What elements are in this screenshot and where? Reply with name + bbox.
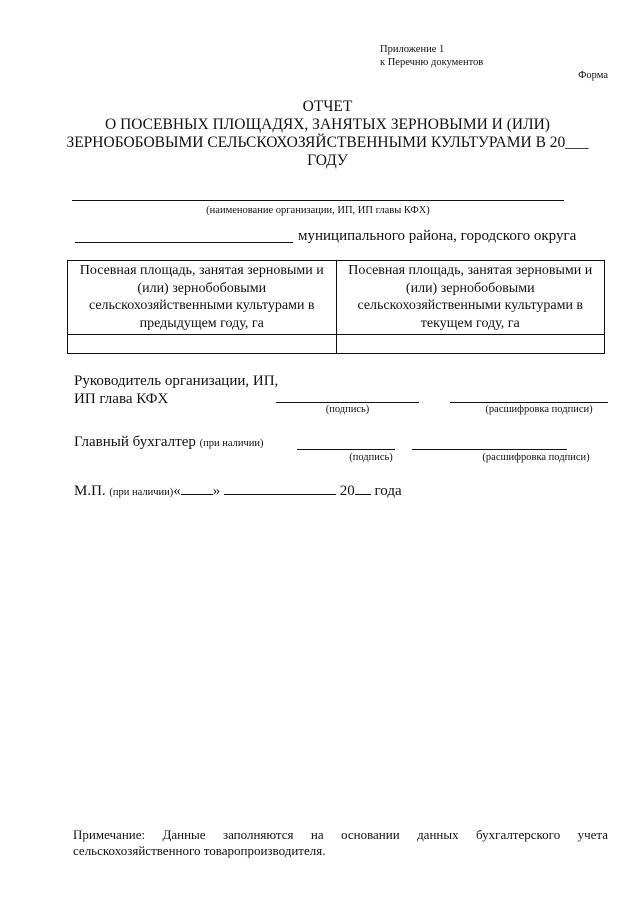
accountant-label <box>74 434 263 451</box>
stamp-label: М.П. <box>74 483 106 499</box>
appendix-reference <box>380 44 483 69</box>
accountant-decode-field[interactable] <box>412 449 567 450</box>
date-open-quote: « <box>173 483 181 499</box>
accountant-title: Главный бухгалтер <box>74 434 196 450</box>
head-signature-decode-field[interactable] <box>450 402 608 403</box>
appendix-line-1: Приложение 1 <box>380 44 445 55</box>
title-line-4: ГОДУ <box>307 152 348 169</box>
accountant-signature-field[interactable] <box>297 449 395 450</box>
accountant-decode-caption: (расшифровка подписи) <box>482 452 590 463</box>
title-line-3: ЗЕРНОБОБОВЫМИ СЕЛЬСКОХОЗЯЙСТВЕННЫМИ КУЛЬТУРАМИ В 20___ <box>66 134 589 151</box>
report-title <box>60 98 595 170</box>
accountant-note: (при наличии) <box>199 438 264 449</box>
appendix-line-2: к Перечню документов <box>380 56 484 68</box>
cell-previous-year-value[interactable] <box>68 335 337 354</box>
accountant-signature-caption: (подпись) <box>349 452 393 463</box>
date-day-field[interactable] <box>181 482 213 495</box>
year-suffix: года <box>374 483 402 499</box>
year-field[interactable] <box>355 482 371 495</box>
title-line-2: О ПОСЕВНЫХ ПЛОЩАДЯХ, ЗАНЯТЫХ ЗЕРНОВЫМИ И (ИЛИ) <box>105 116 550 133</box>
date-close-quote: » <box>212 483 221 499</box>
header-current-year: Посевная площадь, занятая зерновыми и (или) зернобобовыми сельскохозяйственными культурами в текущем году, га <box>336 261 605 335</box>
stamp-note: (при наличии) <box>109 487 174 498</box>
title-line-1: ОТЧЕТ <box>302 98 353 115</box>
stamp-date-row <box>74 482 402 500</box>
footer-note: Примечание: Данные заполняются на основании данных бухгалтерского учета сельскохозяйственного товаропроизводителя. <box>73 827 608 858</box>
cell-current-year-value[interactable] <box>336 335 605 354</box>
head-signer-line-2: ИП глава КФХ <box>74 391 169 407</box>
head-signature-caption: (подпись) <box>325 404 370 415</box>
head-signer-line-1: Руководитель организации, ИП, <box>74 373 279 389</box>
district-label: муниципального района, городского округа <box>298 228 577 244</box>
head-decode-caption: (расшифровка подписи) <box>485 404 593 415</box>
table-row <box>68 335 605 354</box>
head-signature-field[interactable] <box>276 402 419 403</box>
organization-caption: (наименование организации, ИП, ИП главы КФХ) <box>206 205 430 216</box>
date-month-field[interactable] <box>224 482 336 495</box>
sown-area-table <box>67 260 605 354</box>
district-name-field[interactable] <box>75 242 293 243</box>
organization-name-field[interactable] <box>72 200 564 201</box>
head-signer-label <box>74 372 304 408</box>
year-prefix: 20 <box>339 483 355 499</box>
table-header-row <box>68 261 605 335</box>
form-label: Форма <box>578 70 608 81</box>
header-previous-year: Посевная площадь, занятая зерновыми и (или) зернобобовыми сельскохозяйственными культурами в предыдущем году, га <box>68 261 337 335</box>
